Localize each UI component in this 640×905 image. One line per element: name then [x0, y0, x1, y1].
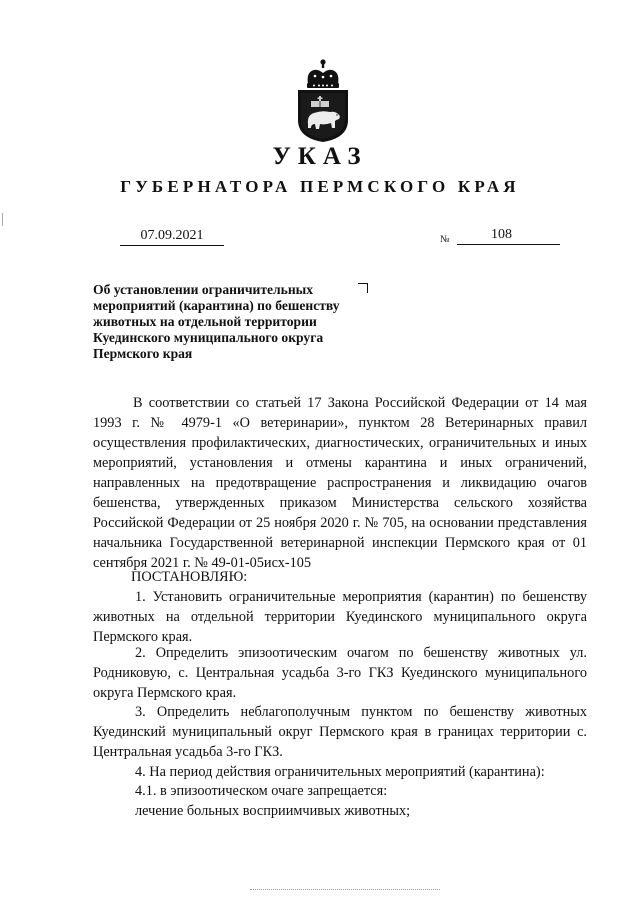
- item-4-1-a: лечение больных восприимчивых животных;: [135, 803, 411, 819]
- item-4: 4. На период действия ограничительных мероприятий (карантина):: [135, 764, 545, 780]
- scan-margin-mark: [2, 213, 3, 226]
- item-4-1: 4.1. в эпизоотическом очаге запрещается:: [135, 783, 388, 799]
- document-number: 108: [491, 227, 512, 242]
- intro-paragraph: В соответствии со статьей 17 Закона Российской Федерации от 14 мая 1993 г. № 4979-1 «О ветеринарии», пунктом 28 Ветеринарных правил осуществления профилактических, диагностических, ограничительных и иных мероприятий, установления и отмены карантина и иных ограничений, направленных на предотвращение распространения и ликвидацию очагов бешенства, утвержденных приказом Министерства сельского хозяйства Российской Федерации от 25 ноября 2020 г. № 705, на основании представления начальника Государственной ветеринарной инспекции Пермского края от 01 сентября 2021 г. № 49-01-05исх-105: [93, 395, 587, 571]
- document-heading: Об установлении ограничительных мероприятий (карантина) по бешенству животных на отдельной территории Куединского муниципального округа Пермского края: [93, 282, 340, 361]
- scan-bottom-dots: [250, 889, 440, 891]
- item-2: 2. Определить эпизоотическим очагом по бешенству животных ул. Родниковую, с. Центральная усадьба 3-го ГКЗ Куединского муниципального округа Пермского края.: [93, 645, 587, 701]
- resolve-line: ПОСТАНОВЛЯЮ:: [131, 569, 248, 585]
- number-sign: №: [440, 234, 450, 245]
- document-number-field: [457, 227, 560, 245]
- item-1: 1. Установить ограничительные мероприятия (карантин) по бешенству животных на отдельной территории Куединского муниципального округа Пермского края.: [93, 589, 587, 645]
- item-3: 3. Определить неблагополучным пунктом по бешенству животных Куединский муниципальный округ Пермского края в границах территории с. Центральная усадьба 3-го ГКЗ.: [93, 704, 587, 760]
- document-title: УКАЗ: [272, 143, 368, 170]
- document-date: 07.09.2021: [120, 228, 224, 246]
- perm-krai-coat-of-arms-icon: [294, 58, 352, 142]
- heading-corner-mark: [358, 283, 368, 293]
- document-subtitle: ГУБЕРНАТОРА ПЕРМСКОГО КРАЯ: [120, 177, 520, 196]
